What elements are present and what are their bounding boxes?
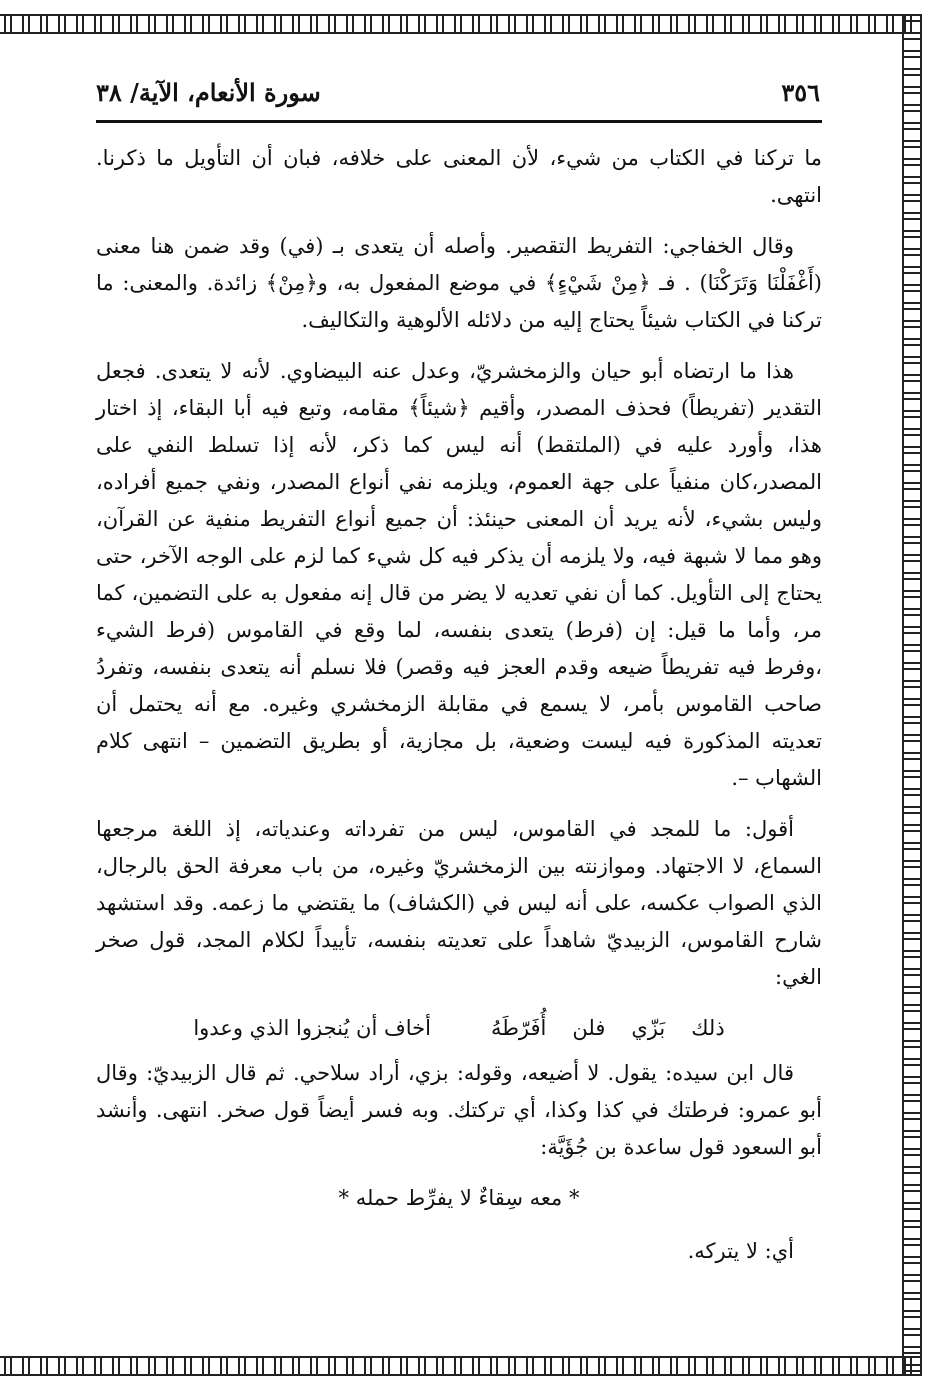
page-number: ٣٥٦	[781, 77, 820, 107]
verse-word: فلن	[572, 1016, 606, 1040]
header-divider	[96, 120, 822, 123]
paragraph-3: هذا ما ارتضاه أبو حيان والزمخشريّ، وعدل عنه البيضاوي. لأنه لا يتعدى. فجعل التقدير (تفريطاً) فحذف المصدر، وأقيم ﴿شيئاً﴾ مقامه، وتبع فيه أبا البقاء، إذ اختار هذا، وأورد عليه في (الملتقط) أنه ليس كما ذكر، لأنه إذا تسلط النفي على المصدر،كان منفياً على جهة العموم، ويلزمه نفي أنواع المصدر، ونفي جميع أفراده، وليس بشيء، لأنه يريد أن المعنى حينئذ: أن جميع أنواع التفريط منفية عن القرآن، وهو مما لا شبهة فيه، ولا يلزمه أن يذكر فيه كل شيء كما لزم على الوجه الآخر، حتى يحتاج إلى التأويل. كما أن نفي تعديه لا يضر من قال إنه مفعول به على التضمين، كما مر، وأما ما قيل: إن (فرط) يتعدى بنفسه، لما وقع في القاموس (فرط الشيء ،وفرط فيه تفريطاً ضيعه وقدم العجز فيه وقصر) فلا نسلم أنه يتعدى بنفسه، وتفردُ صاحب القاموس بأمر، لا يسمع في مقابلة الزمخشري وغيره. مع أنه يحتمل أن تعديته المذكورة فيه ليست وضعية، بل مجازية، أو بطريق التضمين – انتهى كلام الشهاب –.	[96, 359, 822, 790]
poem-line: * معه سِقاءٌ لا يفرِّط حمله *	[338, 1186, 580, 1210]
page-border-bottom	[0, 1356, 920, 1376]
verse-word: بَزّي	[631, 1016, 666, 1040]
page-border-right	[902, 14, 922, 1376]
paragraph-6: أي: لا يتركه.	[687, 1239, 794, 1263]
verse-line	[96, 1010, 822, 1047]
verse-word: أُفَرّطَهُ	[490, 1016, 547, 1040]
verse-first-hemistich	[491, 1010, 725, 1047]
paragraph-2: وقال الخفاجي: التفريط التقصير. وأصله أن يتعدى بـ (في) وقد ضمن هنا معنى (أَغْفَلْنَا وَتَرَكْنَا) . فـ ﴿مِنْ شَيْءٍ﴾ في موضع المفعول به، و﴿مِنْ﴾ زائدة. والمعنى: ما تركنا في الكتاب شيئاً يحتاج إليه من دلائله الألوهية والتكاليف.	[96, 234, 822, 332]
paragraph-1: ما تركنا في الكتاب من شيء، لأن المعنى على خلافه، فبان أن التأويل ما ذكرنا. انتهى.	[96, 146, 822, 207]
surah-title: سورة الأنعام، الآية/ ٣٨	[96, 77, 321, 107]
verse-second-hemistich: أخاف أن يُنجزوا الذي وعدوا	[193, 1016, 431, 1040]
page-body	[96, 140, 822, 1284]
page-header	[96, 72, 820, 112]
verse-word: ذلك	[691, 1016, 725, 1040]
page-border-top	[0, 14, 920, 34]
paragraph-4: أقول: ما للمجد في القاموس، ليس من تفرداته وعندياته، إذ اللغة مرجعها السماع، لا الاجتهاد. وموازنته بين الزمخشريّ وغيره، من باب معرفة الحق بالرجال، الذي الصواب عكسه، على أنه ليس في (الكشاف) ما يقتضي ما زعمه. وقد استشهد شارح القاموس، الزبيديّ شاهداً على تعديته بنفسه، تأييداً لكلام المجد، قول صخر الغي:	[96, 817, 822, 989]
paragraph-5: قال ابن سيده: يقول. لا أضيعه، وقوله: بزي، أراد سلاحي. ثم قال الزبيديّ: وقال أبو عمرو: فرطتك في كذا وكذا، أي تركتك. وبه فسر أيضاً قول صخر. انتهى. وأنشد أبو السعود قول ساعدة بن جُؤَيَّة:	[96, 1061, 822, 1159]
